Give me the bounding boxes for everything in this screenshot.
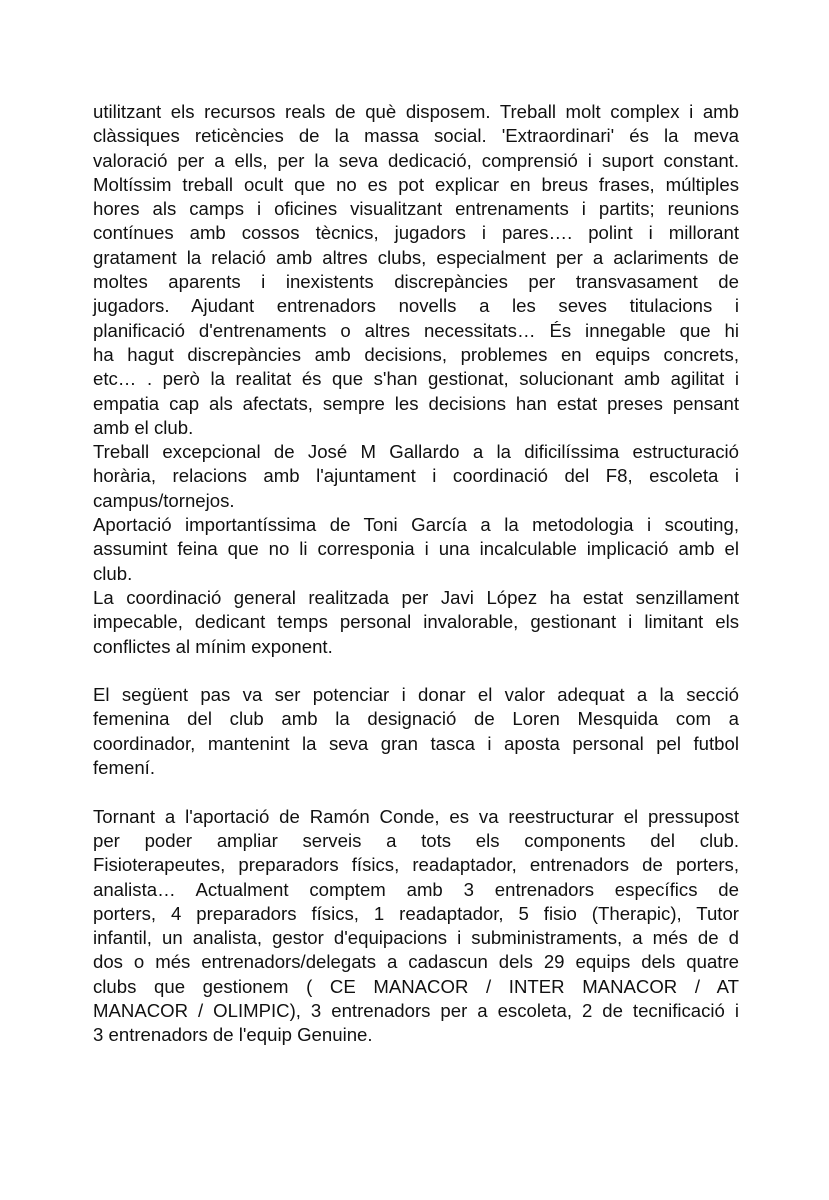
text-line: femení. (93, 757, 156, 779)
text-line: femenina del club amb la designació de Loren Mesquida com a (93, 708, 739, 730)
text-line: empatia cap als afectats, sempre les decisions han estat preses pensant (93, 392, 739, 414)
text-line: club. (93, 562, 133, 584)
text-line: amb el club. (93, 416, 194, 438)
text-line: Fisioterapeutes, preparadors físics, readaptador, entrenadors de porters, (93, 854, 739, 876)
text-line: coordinador, mantenint la seva gran tasca i aposta personal pel futbol (93, 732, 739, 754)
text-line: hores als camps i oficines visualitzant entrenaments i partits; reunions (93, 198, 739, 220)
text-line: conflictes al mínim exponent. (93, 635, 333, 657)
text-line: impecable, dedicant temps personal invalorable, gestionant i limitant els (93, 611, 739, 633)
text-line: utilitzant els recursos reals de què disposem. Treball molt complex i amb (93, 101, 739, 122)
text-line: etc… . però la realitat és que s'han gestionat, solucionant amb agilitat i (93, 368, 739, 390)
text-line: Treball excepcional de José M Gallardo a la dificilíssima estructuració (93, 441, 739, 463)
text-line: campus/tornejos. (93, 489, 235, 511)
text-line: porters, 4 preparadors físics, 1 readaptador, 5 fisio (Therapic), Tutor (93, 902, 739, 924)
text-line: horària, relacions amb l'ajuntament i coordinació del F8, escoleta i (93, 465, 739, 487)
paragraph (93, 683, 739, 780)
text-line: analista… Actualment comptem amb 3 entrenadors específics de (93, 878, 739, 900)
text-line: ha hagut discrepàncies amb decisions, problemes en equips concrets, (93, 343, 739, 365)
text-line: Aportació importantíssima de Toni García a la metodologia i scouting, (93, 514, 739, 536)
paragraph-spacer (93, 780, 739, 804)
text-line: gratament la relació amb altres clubs, especialment per a aclariments de (93, 246, 739, 268)
text-line: dos o més entrenadors/delegats a cadascun dels 29 equips dels quatre (93, 951, 739, 973)
paragraph (93, 586, 739, 659)
text-line: MANACOR / OLIMPIC), 3 entrenadors per a escoleta, 2 de tecnificació i (93, 999, 739, 1021)
text-line: planificació d'entrenaments o altres necessitats… És innegable que hi (93, 319, 739, 341)
text-line: El següent pas va ser potenciar i donar el valor adequat a la secció (93, 684, 739, 706)
paragraph (93, 440, 739, 513)
text-line: La coordinació general realitzada per Javi López ha estat senzillament (93, 586, 739, 608)
paragraph (93, 513, 739, 586)
text-line: Tornant a l'aportació de Ramón Conde, es va reestructurar el pressupost (93, 805, 739, 827)
text-line: contínues amb cossos tècnics, jugadors i pares…. polint i millorant (93, 222, 739, 244)
text-line: clàssiques reticències de la massa social. 'Extraordinari' és la meva (93, 125, 739, 147)
paragraph (93, 100, 739, 440)
text-line: assumint feina que no li corresponia i una incalculable implicació amb el (93, 538, 739, 560)
text-line: infantil, un analista, gestor d'equipacions i subministraments, a més de d (93, 927, 739, 949)
text-line: clubs que gestionem ( CE MANACOR / INTER MANACOR / AT (93, 975, 739, 997)
text-line: per poder ampliar serveis a tots els components del club. (93, 829, 739, 851)
document-page (93, 100, 739, 1048)
text-line: 3 entrenadors de l'equip Genuine. (93, 1024, 373, 1046)
paragraph (93, 805, 739, 1048)
text-line: Moltíssim treball ocult que no es pot explicar en breus frases, múltiples (93, 173, 739, 195)
text-line: moltes aparents i inexistents discrepàncies per transvasament de (93, 271, 739, 293)
paragraph-spacer (93, 659, 739, 683)
text-line: jugadors. Ajudant entrenadors novells a les seves titulacions i (93, 295, 739, 317)
text-line: valoració per a ells, per la seva dedicació, comprensió i suport constant. (93, 149, 739, 171)
